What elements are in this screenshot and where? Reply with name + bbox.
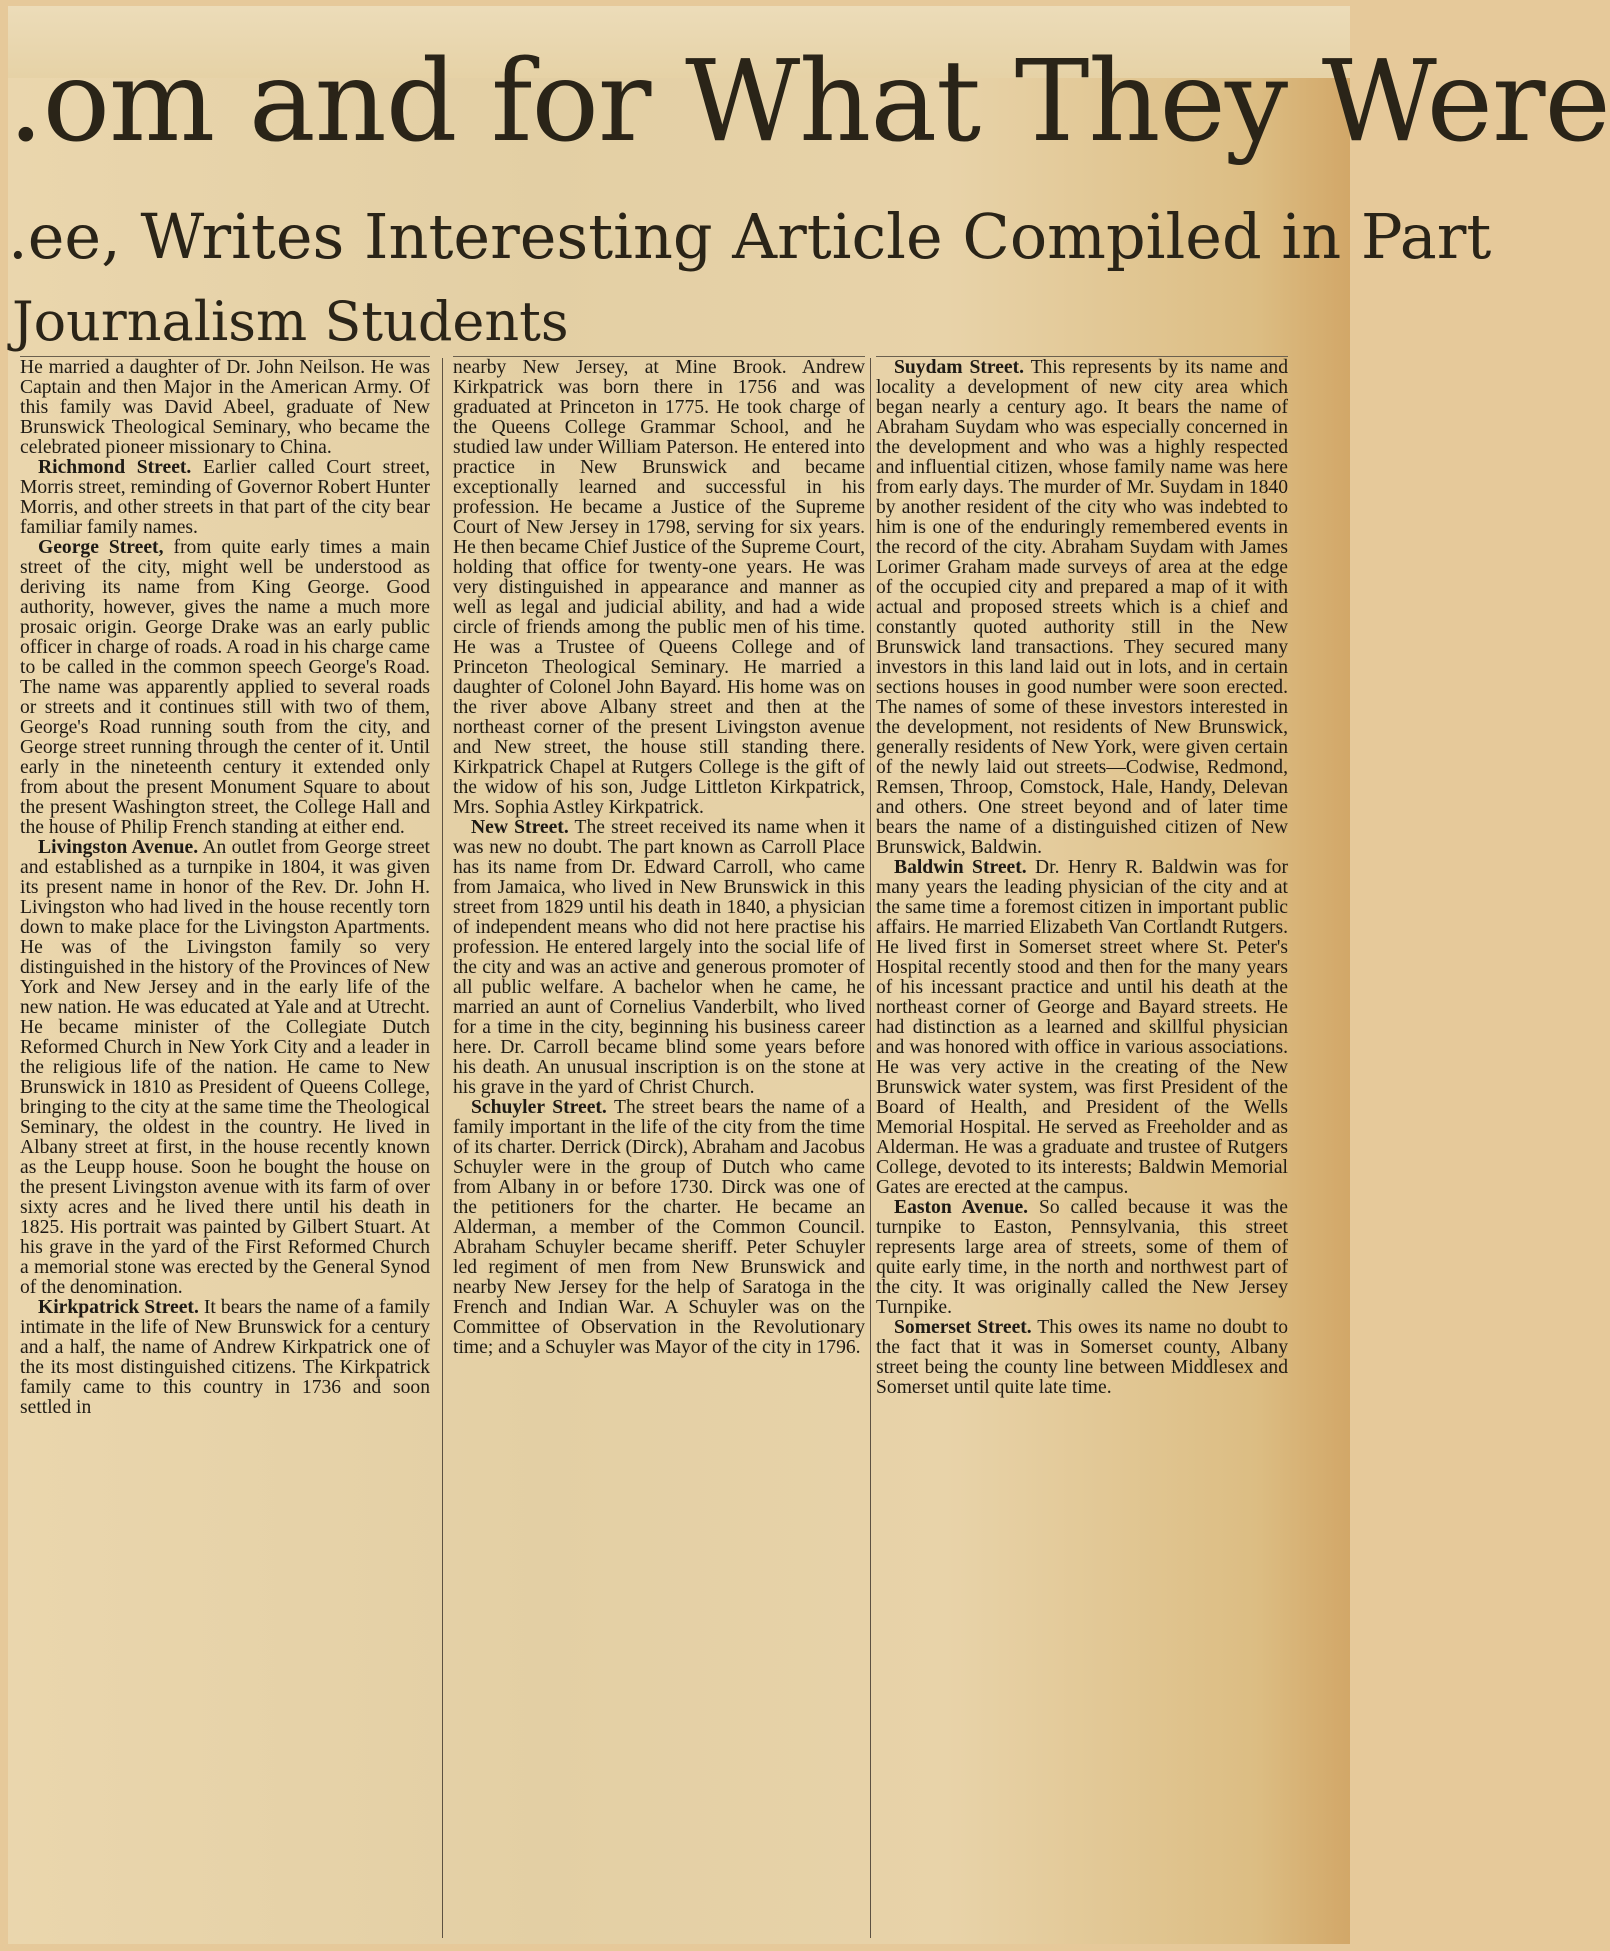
street-heading: Schuyler Street. <box>471 1097 607 1118</box>
street-heading: Livingston Avenue. <box>38 837 199 858</box>
street-heading: Richmond Street. <box>38 457 192 478</box>
subheadline-1: .ee, Writes Interesting Article Compiled in Part <box>8 200 1492 273</box>
street-heading: Suydam Street. <box>894 357 1025 378</box>
paragraph <box>876 858 1288 1198</box>
street-heading: George Street, <box>38 537 164 558</box>
paragraph <box>453 358 865 818</box>
paragraph <box>453 818 865 1098</box>
paragraph <box>20 838 430 1298</box>
street-heading: New Street. <box>471 817 569 838</box>
column-divider-2 <box>870 358 871 1938</box>
street-heading: Somerset Street. <box>894 1317 1032 1338</box>
paragraph <box>876 1318 1288 1398</box>
paragraph-text: He married a daughter of Dr. John Neilson. He was Captain and then Major in the American Army. Of this family was David Abeel, graduate of New Brunswick Theological Seminary, who became the celebrated pioneer missionary to China. <box>20 357 430 458</box>
paragraph <box>20 358 430 458</box>
paragraph-text: Dr. Henry R. Baldwin was for many years the leading physician of the city and at the same time a foremost citizen in important public affairs. He married Elizabeth Van Cortlandt Rutgers. He lived first in Somerset street where St. Peter's Hospital recently stood and then for the many years of his incessant practice and until his death at the northeast corner of George and Bayard streets. He had distinction as a learned and skillful physician and was honored with office in various associations. He was very active in the creating of the New Brunswick water system, was first President of the Board of Health, and President of the Wells Memorial Hospital. He served as Freeholder and as Alderman. He was a graduate and trustee of Rutgers College, devoted to its interests; Baldwin Memorial Gates are erected at the campus. <box>876 857 1288 1198</box>
paragraph-text: This represents by its name and locality a development of new city area which began nearly a century ago. It bears the name of Abraham Suydam who was especially concerned in the development and who was a highly respected and influential citizen, whose family name was here from early days. The murder of Mr. Suydam in 1840 by another resident of the city who was indebted to him is one of the enduringly remembered events in the record of the city. Abraham Suydam with James Lorimer Graham made surveys of area at the edge of the occupied city and prepared a map of it with actual and proposed streets which is a chief and constantly quoted authority still in the New Brunswick land transactions. They secured many investors in this land laid out in lots, and in certain sections houses in good number were soon erected. The names of some of these investors interested in the development, not residents of New Brunswick, generally residents of New York, were given certain of the newly laid out streets—Codwise, Redmond, Remsen, Throop, Comstock, Hale, Handy, Delevan and others. One street beyond and of later time bears the name of a distinguished citizen of New Brunswick, Baldwin. <box>876 357 1288 858</box>
paragraph <box>876 1198 1288 1318</box>
paragraph-text: from quite early times a main street of the city, might well be understood as deriving its name from King George. Good authority, however, gives the name a much more prosaic origin. George Drake was an early public officer in charge of roads. A road in his charge came to be called in the common speech George's Road. The name was apparently applied to several roads or streets and it continues still with two of them, George's Road running south from the city, and George street running through the center of it. Until early in the nineteenth century it extended only from about the present Monument Square to about the present Washington street, the College Hall and the house of Philip French standing at either end. <box>20 537 430 838</box>
paragraph <box>453 1098 865 1358</box>
paragraph-text: It bears the name of a family intimate in the life of New Brunswick for a century and a half, the name of Andrew Kirkpatrick one of the its most distinguished citizens. The Kirkpatrick family came to this country in 1736 and soon settled in <box>20 1297 430 1418</box>
paragraph-text: This owes its name no doubt to the fact that it was in Somerset county, Albany street being the county line between Middlesex and Somerset until quite late time. <box>876 1317 1289 1398</box>
article-column-1 <box>20 358 430 1938</box>
paragraph-text: So called because it was the turnpike to Easton, Pennsylvania, this street represents large area of streets, some of them of quite early time, in the north and northwest part of the city. It was originally called the New Jersey Turnpike. <box>876 1197 1288 1318</box>
street-heading: Kirkpatrick Street. <box>38 1297 199 1318</box>
street-heading: Easton Avenue. <box>894 1197 1029 1218</box>
headline: .om and for What They Were <box>8 37 1610 167</box>
paragraph-text: Earlier called Court street, Morris street, reminding of Governor Robert Hunter Morris, and other streets in that part of the city bear familiar family names. <box>20 457 430 538</box>
column-divider-1 <box>442 358 443 1938</box>
paragraph <box>876 358 1288 858</box>
paragraph-text: nearby New Jersey, at Mine Brook. Andrew Kirkpatrick was born there in 1756 and was graduated at Princeton in 1775. He took charge of the Queens College Grammar School, and he studied law under William Paterson. He entered into practice in New Brunswick and became exceptionally learned and successful in his profession. He became a Justice of the Supreme Court of New Jersey in 1798, serving for six years. He then became Chief Justice of the Supreme Court, holding that office for twenty-one years. He was very distinguished in appearance and manner as well as legal and judicial ability, and had a wide circle of friends among the public men of his time. He was a Trustee of Queens College and of Princeton Theological Seminary. He married a daughter of Colonel John Bayard. His home was on the river above Albany street and then at the northeast corner of the present Livingston avenue and New street, the house still standing there. Kirkpatrick Chapel at Rutgers College is the gift of the widow of his son, Judge Littleton Kirkpatrick, Mrs. Sophia Astley Kirkpatrick. <box>453 357 865 818</box>
paragraph <box>20 538 430 838</box>
street-heading: Baldwin Street. <box>894 857 1027 878</box>
paragraph <box>20 1298 430 1418</box>
article-column-3 <box>876 358 1288 1938</box>
paragraph <box>20 458 430 538</box>
paragraph-text: The street received its name when it was new no doubt. The part known as Carroll Place has its name from Dr. Edward Carroll, who came from Jamaica, who lived in New Brunswick in this street from 1829 until his death in 1840, a physician of independent means who did not here practise his profession. He entered largely into the social life of the city and was an active and generous promoter of all public welfare. A bachelor when he came, he married an aunt of Cornelius Vanderbilt, who lived for a time in the city, beginning his business career here. Dr. Carroll became blind some years before his death. An unusual inscription is on the stone at his grave in the yard of Christ Church. <box>453 817 865 1098</box>
article-column-2 <box>453 358 865 1938</box>
paragraph-text: An outlet from George street and established as a turnpike in 1804, it was given its present name in honor of the Rev. Dr. John H. Livingston who had lived in the house recently torn down to make place for the Livingston Apartments. He was of the Livingston family so very distinguished in the history of the Provinces of New York and New Jersey and in the early life of the new nation. He was educated at Yale and at Utrecht. He became minister of the Collegiate Dutch Reformed Church in New York City and a leader in the religious life of the nation. He came to New Brunswick in 1810 as President of Queens College, bringing to the city at the same time the Theological Seminary, the oldest in the country. He lived in Albany street at first, in the house recently known as the Leupp house. Soon he bought the house on the present Livingston avenue with its farm of over sixty acres and he lived there until his death in 1825. His portrait was painted by Gilbert Stuart. At his grave in the yard of the First Reformed Church a memorial stone was erected by the General Synod of the denomination. <box>20 837 430 1298</box>
subheadline-2: Journalism Students <box>12 290 569 353</box>
paragraph-text: The street bears the name of a family important in the life of the city from the time of its charter. Derrick (Dirck), Abraham and Jacobus Schuyler were in the group of Dutch who came from Albany in or before 1730. Dirck was one of the petitioners for the charter. He became an Alderman, a member of the Common Council. Abraham Schuyler became sheriff. Peter Schuyler led regiment of men from New Brunswick and nearby New Jersey for the help of Saratoga in the French and Indian War. A Schuyler was on the Committee of Observation in the Revolutionary time; and a Schuyler was Mayor of the city in 1796. <box>453 1097 866 1358</box>
